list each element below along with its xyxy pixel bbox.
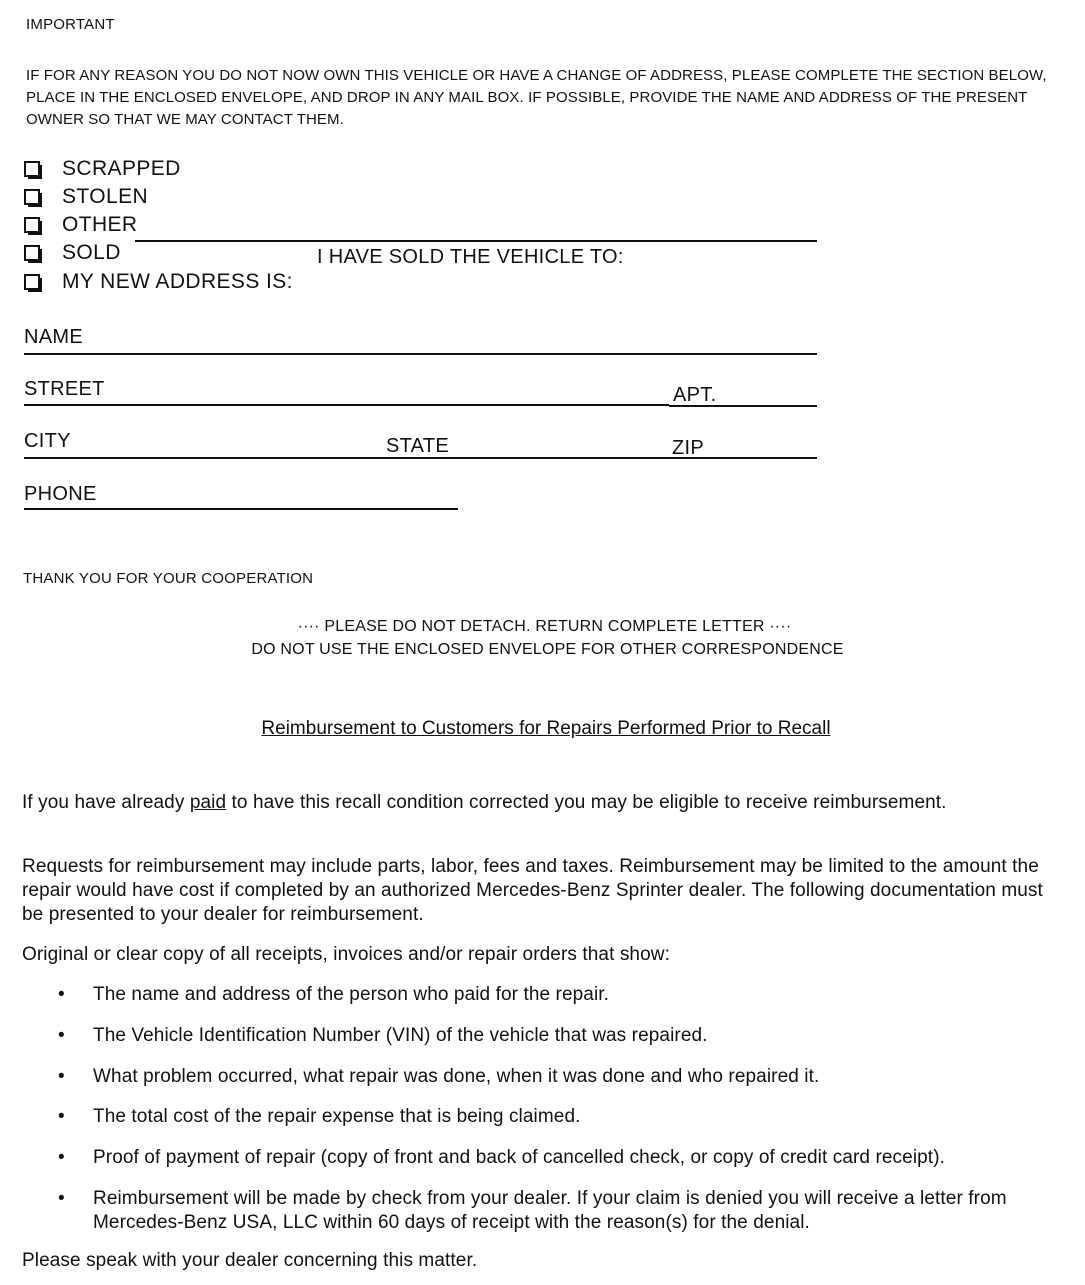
p1-text-start: If you have already	[22, 792, 190, 813]
reimbursement-paragraph-1	[22, 791, 1067, 815]
bullet-icon: •	[58, 1106, 65, 1127]
checkbox-label: SCRAPPED	[62, 157, 181, 180]
important-heading: IMPORTANT	[26, 16, 115, 33]
list-item: Reimbursement will be made by check from your dealer. If your claim is denied you will receive a letter from Mercedes-Benz USA, LLC within 60 days of receipt with the reason(s) for the denial.	[93, 1188, 1007, 1233]
list-item: The name and address of the person who paid for the repair.	[93, 984, 610, 1005]
bullet-icon: •	[58, 1188, 65, 1209]
checkbox-label: MY NEW ADDRESS IS:	[62, 270, 293, 293]
detach-notice: ···· PLEASE DO NOT DETACH. RETURN COMPLETE LETTER ····	[297, 618, 792, 635]
checkbox-icon	[24, 245, 40, 261]
checkbox-icon	[24, 189, 40, 205]
bullet-icon: •	[58, 1147, 65, 1168]
list-item: The Vehicle Identification Number (VIN) of the vehicle that was repaired.	[93, 1025, 708, 1046]
thank-you-text: THANK YOU FOR YOUR COOPERATION	[23, 570, 314, 587]
reimbursement-paragraph-2: Requests for reimbursement may include parts, labor, fees and taxes. Reimbursement may be limited to the amount the repair would have cost if completed by an authorized Mercedes-Benz Sprinter dealer. The following documentation must be presented to your dealer for reimbursement.	[22, 856, 1043, 925]
street-label: STREET	[24, 378, 105, 400]
name-label: NAME	[24, 326, 83, 348]
list-item: What problem occurred, what repair was done, when it was done and who repaired it.	[93, 1066, 820, 1087]
apt-label: APT.	[673, 384, 717, 406]
list-item: The total cost of the repair expense that is being claimed.	[93, 1106, 581, 1127]
checkbox-label: SOLD	[62, 241, 121, 264]
city-label: CITY	[24, 430, 71, 452]
state-label: STATE	[386, 435, 449, 457]
checkbox-new-address[interactable]	[24, 270, 293, 294]
checkbox-icon	[24, 274, 40, 290]
bullet-icon: •	[58, 1066, 65, 1087]
checkbox-stolen[interactable]	[24, 185, 148, 209]
checkbox-other[interactable]	[24, 213, 138, 237]
bullet-icon: •	[58, 1025, 65, 1046]
reimbursement-heading: Reimbursement to Customers for Repairs Performed Prior to Recall	[261, 718, 831, 739]
paid-emphasis: paid	[189, 792, 227, 813]
phone-field[interactable]	[24, 508, 458, 510]
envelope-notice: DO NOT USE THE ENCLOSED ENVELOPE FOR OTHER CORRESPONDENCE	[251, 641, 844, 658]
p1-text-end: to have this recall condition corrected you may be eligible to receive reimbursement.	[226, 792, 947, 813]
apt-field[interactable]	[669, 405, 817, 407]
city-state-zip-field[interactable]	[24, 457, 817, 459]
other-line[interactable]	[135, 240, 817, 242]
closing-text: Please speak with your dealer concerning this matter.	[22, 1250, 478, 1271]
bullet-icon: •	[58, 984, 65, 1005]
name-field[interactable]	[24, 353, 817, 355]
sold-to-label: I HAVE SOLD THE VEHICLE TO:	[317, 246, 624, 268]
checkbox-icon	[24, 161, 40, 177]
reimbursement-paragraph-3: Original or clear copy of all receipts, invoices and/or repair orders that show:	[22, 944, 670, 965]
phone-label: PHONE	[24, 483, 97, 505]
list-item: Proof of payment of repair (copy of front and back of cancelled check, or copy of credit card receipt).	[93, 1147, 945, 1168]
zip-label: ZIP	[672, 437, 705, 459]
street-field[interactable]	[24, 404, 669, 406]
checkbox-label: STOLEN	[62, 185, 149, 208]
checkbox-scrapped[interactable]	[24, 157, 181, 181]
intro-text: IF FOR ANY REASON YOU DO NOT NOW OWN THIS VEHICLE OR HAVE A CHANGE OF ADDRESS, PLEASE COMPLETE THE SECTION BELOW, PLACE IN THE ENCLOSED ENVELOPE, AND DROP IN ANY MAIL BOX. IF POSSIBLE, PROVIDE THE NAME AND ADDRESS OF THE PRESENT OWNER SO THAT WE MAY CONTACT THEM.	[26, 67, 1047, 128]
checkbox-sold[interactable]	[24, 241, 121, 265]
checkbox-icon	[24, 217, 40, 233]
checkbox-label: OTHER	[62, 213, 138, 236]
